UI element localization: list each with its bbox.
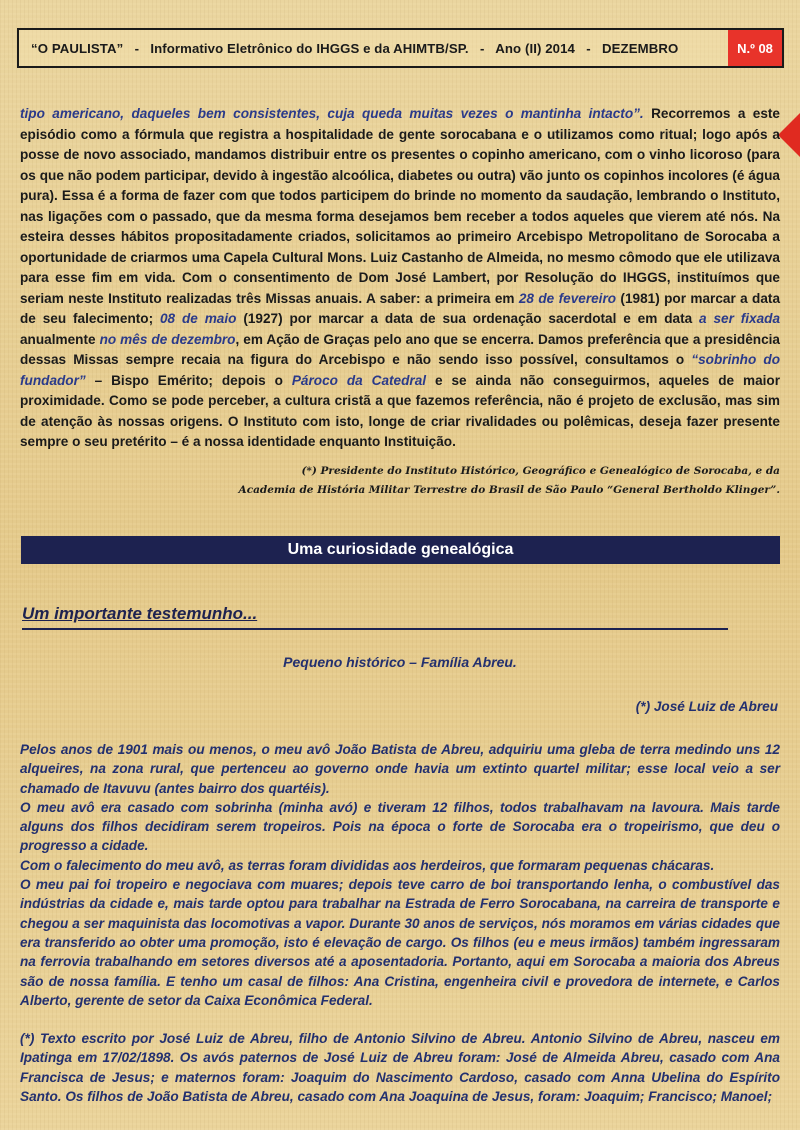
footnote-line-2: Academia de História Militar Terrestre do Brasil de São Paulo “General Bertholdo Klinger”.	[238, 484, 780, 496]
date-highlight: 08 de maio	[159, 311, 237, 326]
story-author: (*) José Luiz de Abreu	[635, 699, 778, 714]
title-highlight: Pároco da Catedral	[291, 372, 427, 388]
story-paragraph: O meu pai foi tropeiro e negociava com muares; depois teve carro de boi transportando lenha, o combustível das indústrias da cidade e, mais tarde optou para trabalhar na Estrada de Ferro Sorocabana, na carreira de transporte e chegou a ser maquinista das locomotivas a vapor. Durante 30 anos de serviços, nós moramos em várias cidades que era transferido ao obter uma promoção, isto é elevação de cargo. Os filhos (eu e meus irmãos) também ingressaram na ferrovia trabalhando em setores diversos até a aposentadoria. Portanto, aqui em Sorocaba a maioria dos Abreus são de nossa família. E tenho um casal de filhos: Ana Cristina, engenheira civil e provedora de internete, e Carlos Alberto, gerente de setor da Caixa Econômica Federal.	[20, 877, 780, 1008]
story-title: Pequeno histórico – Família Abreu.	[283, 654, 517, 670]
footnote-line-1: (*) Presidente do Instituto Histórico, Geográfico e Genealógico de Sorocaba, e da	[301, 465, 780, 477]
text-run: (1927) por marcar a data de sua ordenação sacerdotal e em data	[236, 311, 700, 326]
text-run: anualmente	[20, 331, 100, 347]
story-text	[20, 740, 780, 1106]
text-run: , em Ação de Graças pelo ano que se encerra. Damos preferência que a presidência dessas Missas sempre recaia na figura do Arcebispo e não sendo isso possível, consultamos o	[20, 331, 780, 367]
issue-number-badge: N.º 08	[728, 30, 782, 66]
page-turn-arrow-icon[interactable]	[778, 113, 800, 157]
story-paragraph: Com o falecimento do meu avô, as terras foram divididas aos herdeiros, que formaram pequenas chácaras.	[20, 857, 715, 873]
date-highlight: 28 de fevereiro	[518, 290, 617, 306]
text-run: e se ainda não conseguirmos, aqueles de maior proximidade. Como se pode perceber, a cultura cristã a que fazemos referência, não é projeto de exclusão, mas sim de atenção às nossas origens. O Instituto com isto, longe de criar rivalidades ou polêmicas, deseja fazer presente sempre o seu pretérito – é a nossa identidade enquanto Instituição.	[20, 372, 781, 449]
newsletter-header	[17, 28, 784, 68]
text-run: Recorremos a este episódio como a fórmula que registra a hospitalidade de gente sorocabana e o utilizamos como ritual; logo após a posse de novo associado, mandamos distribuir entre os presentes o copinho americano, com o vinho licoroso (para os que não podem participar, devido à ingestão alcoólica, diabetes ou outra) vão junto os copinhos incolores (é água pura). Essa é a forma de fazer com que todos participem do brinde no momento da saudação, lembrando o Instituto, nas ligações com o passado, que da mesma forma desejamos bem receber a todos aqueles que vierem até nós. Na esteira desses hábitos propositadamente criados, solicitamos ao primeiro Arcebispo Metropolitano de Sorocaba a oportunidade de criarmos uma Capela Cultural Mons. Luiz Castanho de Almeida, no mesmo cômodo que ele utilizava para esse fim em vida. Com o consentimento de Dom José Lambert, por Resolução do IHGGS, instituímos que seriam neste Instituto realizadas três Missas anuais. A saber: a primeira em	[20, 106, 780, 306]
text-run: – Bispo Emérito; depois o	[85, 372, 292, 388]
quote-ending: tipo americano, daqueles bem consistentes, cuja queda muitas vezes o mantinha intacto”.	[20, 106, 644, 121]
story-note: (*) Texto escrito por José Luiz de Abreu, filho de Antonio Silvino de Abreu. Antonio Silvino de Abreu, nasceu em Ipatinga em 17/02/1898. Os avós paternos de José Luiz de Abreu foram: José de Almeida Abreu, casado com Ana Francisca de Jesus; e maternos foram: Joaquim do Nascimento Cardoso, casado com Anna Ubelina do Espírito Santo. Os filhos de João Batista de Abreu, casado com Ana Joaquina de Jesus, foram: Joaquim; Francisco; Manoel;	[20, 1031, 780, 1105]
section-banner: Uma curiosidade genealógica	[21, 536, 780, 564]
story-paragraph: Pelos anos de 1901 mais ou menos, o meu avô João Batista de Abreu, adquiriu uma gleba de terra medindo uns 12 alqueires, na zona rural, que pertenceu ao governo onde havia um extinto quartel militar; esse local veio a ser chamado de Itavuvu (antes bairro dos quartéis).	[20, 742, 780, 796]
quote-highlight: “sobrinho do fundador”	[20, 352, 780, 388]
date-highlight: no mês de dezembro	[99, 331, 236, 347]
date-highlight: a ser fixada	[699, 311, 781, 326]
author-footnote	[160, 462, 780, 500]
text-run: (1981) por marcar a data de seu falecimento;	[20, 290, 781, 326]
header-title: “O PAULISTA” - Informativo Eletrônico do IHGGS e da AHIMTB/SP. - Ano (II) 2014 - DEZEMBRO	[31, 40, 679, 56]
main-article-text	[20, 104, 780, 453]
story-paragraph: O meu avô era casado com sobrinha (minha avó) e tiveram 12 filhos, todos trabalhavam na lavoura. Mais tarde alguns dos filhos decidiram serem tropeiros. Pois na época o forte de Sorocaba era o tropeirismo, que deu o progresso a cidade.	[20, 799, 780, 854]
section-subheading: Um importante testemunho...	[22, 604, 728, 630]
